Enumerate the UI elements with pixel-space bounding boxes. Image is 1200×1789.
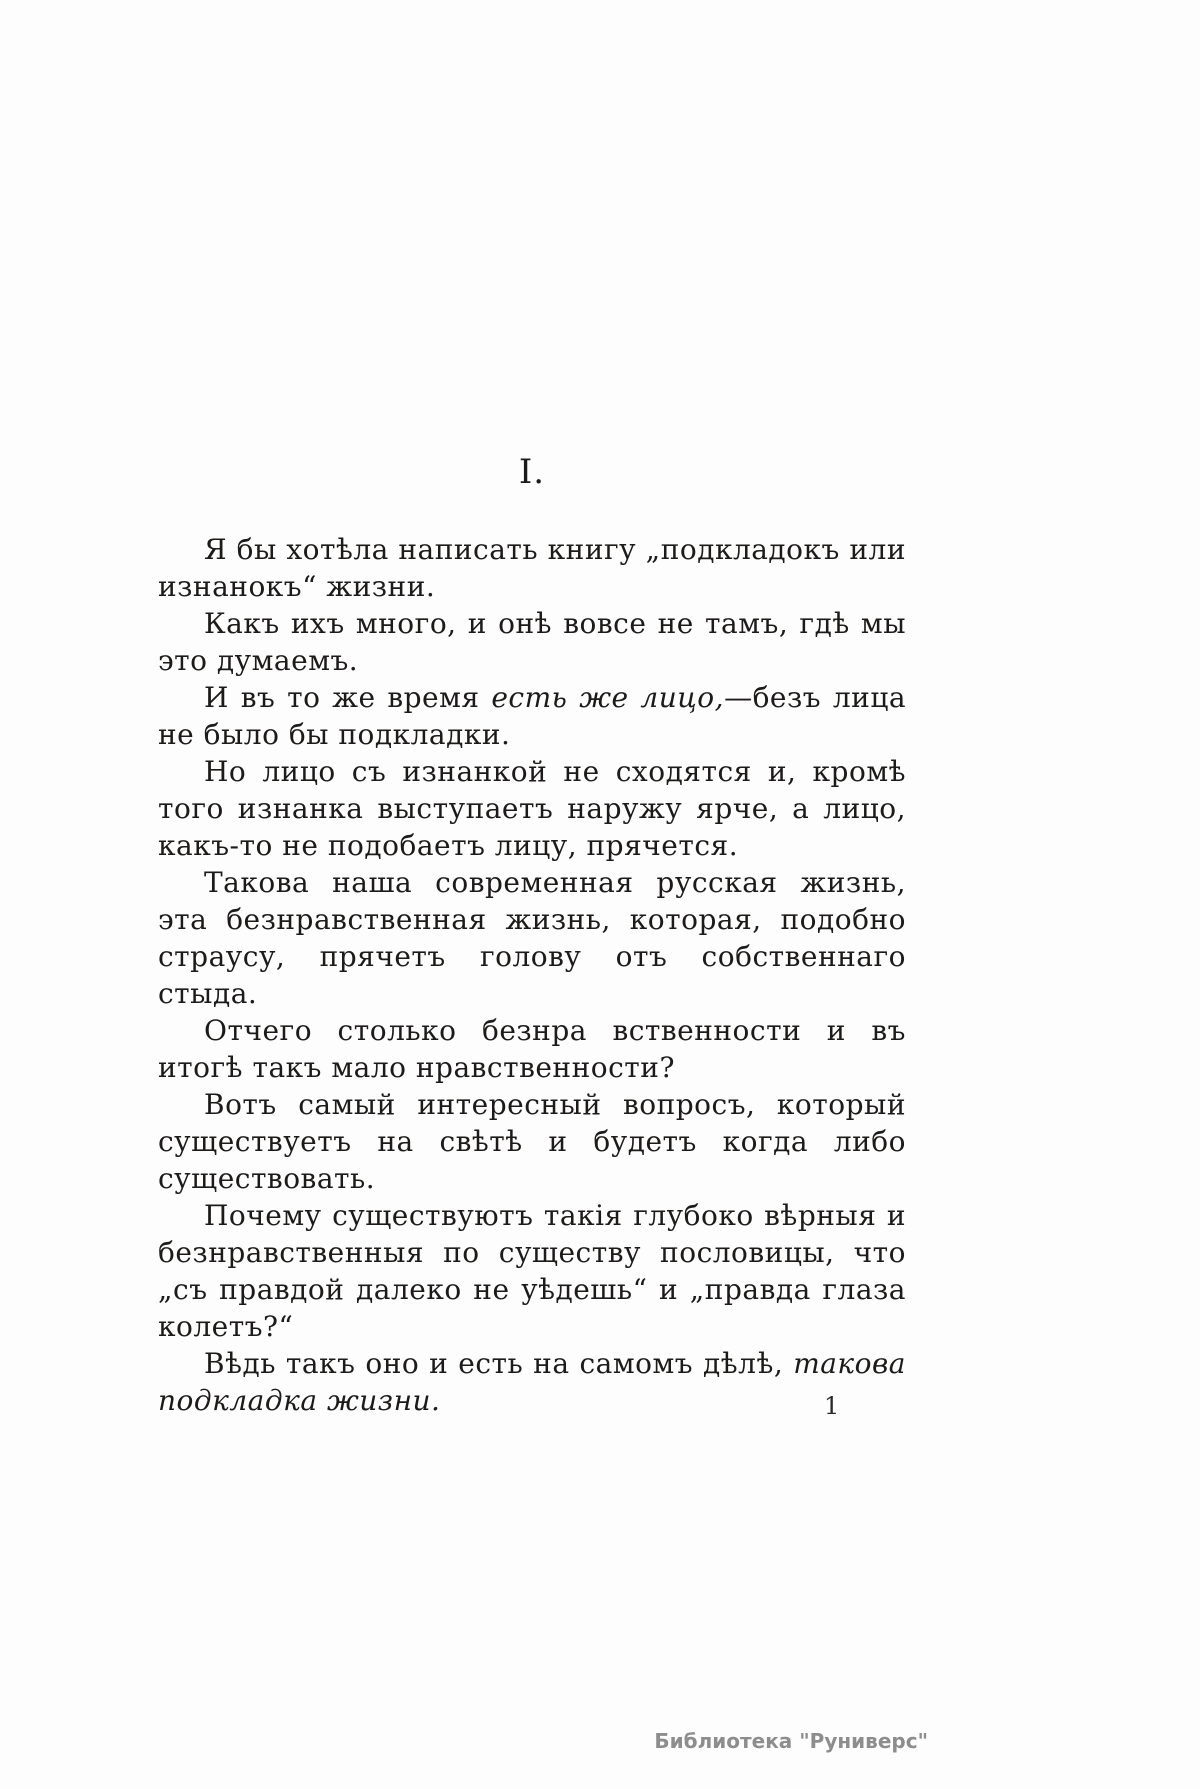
paragraph-segment: Отчего столько безнра вственности и въ итогѣ такъ мало нравственности? xyxy=(158,1014,906,1084)
paragraph-segment: Вѣдь такъ оно и есть на самомъ дѣлѣ, xyxy=(204,1347,794,1380)
paragraph xyxy=(158,531,906,605)
paragraph xyxy=(158,679,906,753)
paragraph xyxy=(158,1086,906,1197)
paragraph-segment: Я бы хотѣла написать книгу „подкладокъ или изнанокъ“ жизни. xyxy=(158,533,906,603)
paragraph-segment: Какъ ихъ много, и онѣ вовсе не тамъ, гдѣ мы это думаемъ. xyxy=(158,607,906,677)
paragraph-segment: Вотъ самый интересный вопросъ, который существуетъ на свѣтѣ и будетъ когда либо существовать. xyxy=(158,1088,906,1195)
paragraph-segment: Такова наша современная русская жизнь, эта безнравственная жизнь, которая, подобно страусу, прячетъ голову отъ собственнаго стыда. xyxy=(158,866,906,1010)
paragraph xyxy=(158,1345,906,1419)
paragraph xyxy=(158,1197,906,1345)
paragraph-italic-segment: такова подкладка жизни. xyxy=(158,1347,906,1417)
paragraph-segment: Почему существуютъ такія глубоко вѣрныя и безнравственныя по существу пословицы, что „съ правдой далеко не уѣдешь“ и „правда глаза колетъ?“ xyxy=(158,1199,906,1343)
paragraph xyxy=(158,753,906,864)
paragraph-italic-segment: есть же лицо, xyxy=(491,681,725,714)
paragraph xyxy=(158,864,906,1012)
paragraph xyxy=(158,605,906,679)
chapter-heading: I. xyxy=(518,452,546,492)
paragraph-segment: —безъ лица не было бы подкладки. xyxy=(158,681,907,751)
paragraph-segment: И въ то же время xyxy=(204,681,492,714)
paragraph-segment: Но лицо съ изнанкой не сходятся и, кромѣ того изнанка выступаетъ наружу ярче, а лицо, какъ-то не подобаетъ лицу, прячется. xyxy=(158,755,906,862)
page-number: 1 xyxy=(824,1392,840,1420)
text-block xyxy=(158,531,906,1419)
watermark: Библиотека "Руниверс" xyxy=(654,1729,928,1753)
paragraph xyxy=(158,1012,906,1086)
